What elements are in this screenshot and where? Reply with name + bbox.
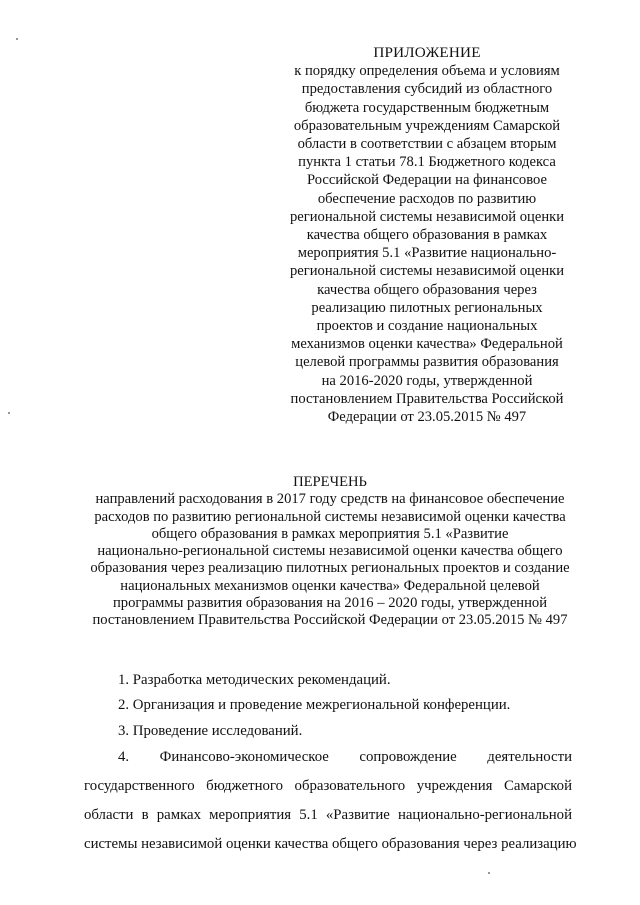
list-item-line: области в рамках мероприятия 5.1 «Развитие национально-региональной xyxy=(84,807,572,823)
appendix-block xyxy=(282,44,572,426)
list-item: 2. Организация и проведение межрегиональной конференции. xyxy=(118,697,511,713)
perechen-title: ПЕРЕЧЕНЬ xyxy=(293,474,367,490)
appendix-line: Федерации от 23.05.2015 № 497 xyxy=(327,409,527,426)
appendix-line: механизмов оценки качества» Федеральной xyxy=(291,336,563,353)
scan-speck xyxy=(8,412,10,414)
perechen-line: общего образования в рамках мероприятия 5.1 «Развитие xyxy=(151,525,509,542)
perechen-line: расходов по развитию региональной системы независимой оценки качества xyxy=(94,508,566,525)
list-item: 3. Проведение исследований. xyxy=(118,723,303,739)
perechen-line: национально-региональной системы независимой оценки качества общего xyxy=(97,543,563,560)
appendix-line: реализацию пилотных региональных xyxy=(311,299,543,316)
perechen-line: направлений расходования в 2017 году средств на финансовое обеспечение xyxy=(95,491,565,508)
scan-speck xyxy=(16,38,18,40)
list-item: 1. Разработка методических рекомендаций. xyxy=(118,672,391,688)
appendix-line: Российской Федерации на финансовое xyxy=(307,172,547,189)
list-item-line: системы независимой оценки качества общего образования через реализацию xyxy=(84,836,577,852)
appendix-line: предоставления субсидий из областного xyxy=(301,81,553,98)
list-item-line: 4. Финансово-экономическое сопровождение деятельности xyxy=(118,749,572,765)
appendix-line: постановлением Правительства Российской xyxy=(290,390,564,407)
appendix-line: региональной системы независимой оценки xyxy=(289,208,565,225)
appendix-line: области в соответствии с абзацем вторым xyxy=(297,136,557,153)
list-item-line: государственного бюджетного образовательного учреждения Самарской xyxy=(84,778,572,794)
perechen-line: национальных механизмов оценки качества» Федеральной целевой xyxy=(120,577,540,594)
perechen-line: образования через реализацию пилотных региональных проектов и создание xyxy=(90,560,570,577)
perechen-block xyxy=(80,474,580,630)
appendix-line: качества общего образования в рамках xyxy=(306,227,548,244)
appendix-line: проектов и создание национальных xyxy=(316,318,538,335)
appendix-line: обеспечение расходов по развитию xyxy=(317,190,537,207)
appendix-line: мероприятия 5.1 «Развитие национально- xyxy=(297,245,557,262)
perechen-line: программы развития образования на 2016 – 2020 годы, утвержденной xyxy=(112,595,548,612)
appendix-line: на 2016-2020 годы, утвержденной xyxy=(321,372,533,389)
perechen-line: постановлением Правительства Российской Федерации от 23.05.2015 № 497 xyxy=(92,612,568,629)
appendix-line: бюджета государственным бюджетным xyxy=(304,99,550,116)
scan-speck xyxy=(488,872,490,874)
appendix-line: целевой программы развития образования xyxy=(295,354,559,371)
appendix-line: качества общего образования через xyxy=(317,281,537,298)
appendix-line: региональной системы независимой оценки xyxy=(289,263,565,280)
appendix-line: пункта 1 статьи 78.1 Бюджетного кодекса xyxy=(298,154,556,171)
appendix-line: к порядку определения объема и условиям xyxy=(294,63,560,80)
appendix-title: ПРИЛОЖЕНИЕ xyxy=(373,44,481,61)
appendix-line: образовательным учреждениям Самарской xyxy=(293,117,561,134)
